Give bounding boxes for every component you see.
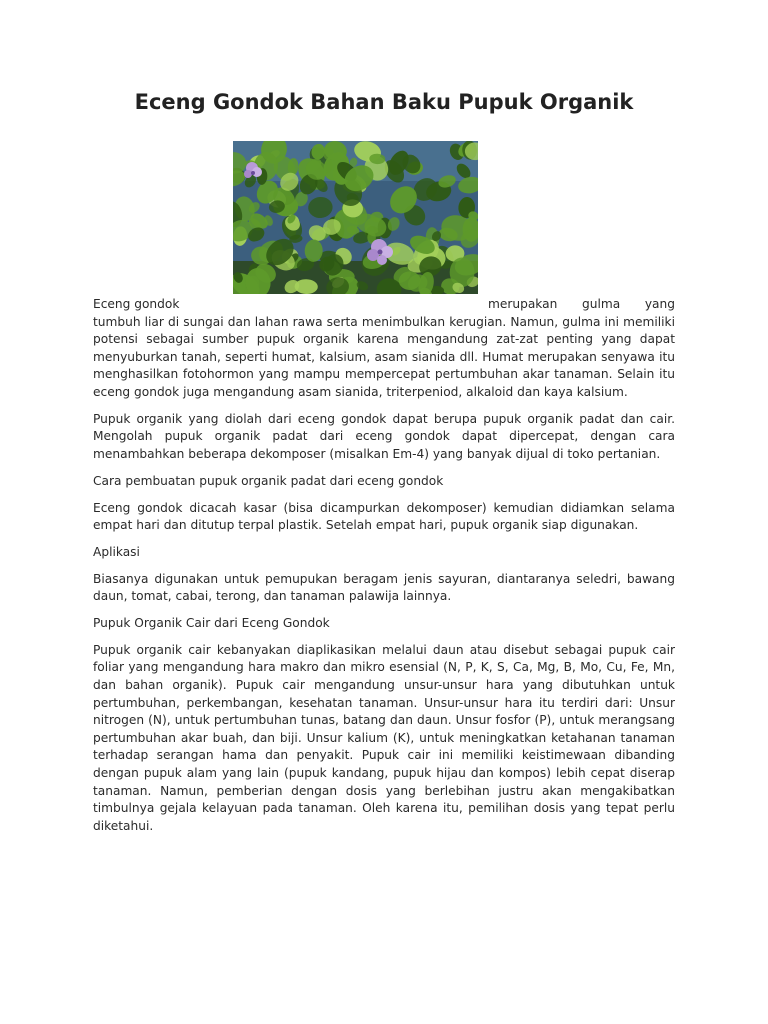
intro-word: yang: [644, 297, 675, 311]
intro-paragraph: [93, 296, 675, 402]
intro-lead: Eceng gondok: [93, 297, 180, 311]
paragraph-solid-method: Eceng gondok dicacah kasar (bisa dicampurkan dekomposer) kemudian didiamkan selama empat hari dan ditutup terpal plastik. Setelah empat hari, pupuk organik siap digunakan.: [93, 500, 675, 533]
paragraph-compost-intro: Pupuk organik yang diolah dari eceng gondok dapat berupa pupuk organik padat dan cair. Mengolah pupuk organik padat dari eceng gondok dapat dipercepat, dengan cara menambahkan beberapa dekomposer (misalkan Em-4) yang banyak dijual di toko pertanian.: [93, 411, 675, 461]
paragraph-liquid-fertilizer: Pupuk organik cair kebanyakan diaplikasikan melalui daun atau disebut sebagai pupuk cair foliar yang mengandung hara makro dan mikro esensial (N, P, K, S, Ca, Mg, B, Mo, Cu, Fe, Mn, dan bahan organik). Pupuk cair mengandung unsur-unsur hara yang dibutuhkan untuk pertumbuhan, perkembangan, kesehatan tanaman. Unsur-unsur hara itu terdiri dari: Unsur nitrogen (N), untuk pertumbuhan tunas, batang dan daun. Unsur fosfor (P), untuk merangsang pertumbuhan akar buah, dan biji. Unsur kalium (K), untuk meningkatkan ketahanan tanaman terhadap serangan hama dan penyakit. Pupuk cair ini memiliki keistimewaan dibanding dengan pupuk alam yang lain (pupuk kandang, pupuk hijau dan kompos) lebih cepat diserap tanaman. Namun, pemberian dengan dosis yang berlebihan justru akan mengakibatkan timbulnya gejala kelayuan pada tanaman. Oleh karena itu, pemilihan dosis yang tepat perlu diketahui.: [93, 642, 675, 833]
water-hyacinth-photo: [233, 141, 478, 294]
intro-rest: tumbuh liar di sungai dan lahan rawa serta menimbulkan kerugian. Namun, gulma ini memiliki potensi sebagai sumber pupuk organik karena mengandung zat-zat penting yang dapat menyuburkan tanah, seperti humat, kalsium, asam sianida dll. Humat merupakan senyawa itu menghasilkan fotohormon yang mampu mempercepat pertumbuhan akar tanaman. Selain itu eceng gondok juga mengandung asam sianida, triterpeniod, alkaloid dan kaya kalsium.: [93, 314, 675, 399]
intro-word: merupakan: [488, 297, 558, 311]
heading-solid-fertilizer: Cara pembuatan pupuk organik padat dari eceng gondok: [93, 473, 444, 488]
intro-first-line: [93, 296, 675, 314]
paragraph-application: Biasanya digunakan untuk pemupukan beragam jenis sayuran, diantaranya seledri, bawang daun, tomat, cabai, terong, dan tanaman palawija lainnya.: [93, 571, 675, 604]
heading-liquid-fertilizer: Pupuk Organik Cair dari Eceng Gondok: [93, 616, 330, 631]
article-body: [93, 296, 675, 845]
intro-word: gulma: [582, 297, 621, 311]
heading-application: Aplikasi: [93, 544, 140, 559]
document-title: Eceng Gondok Bahan Baku Pupuk Organik: [134, 90, 634, 114]
